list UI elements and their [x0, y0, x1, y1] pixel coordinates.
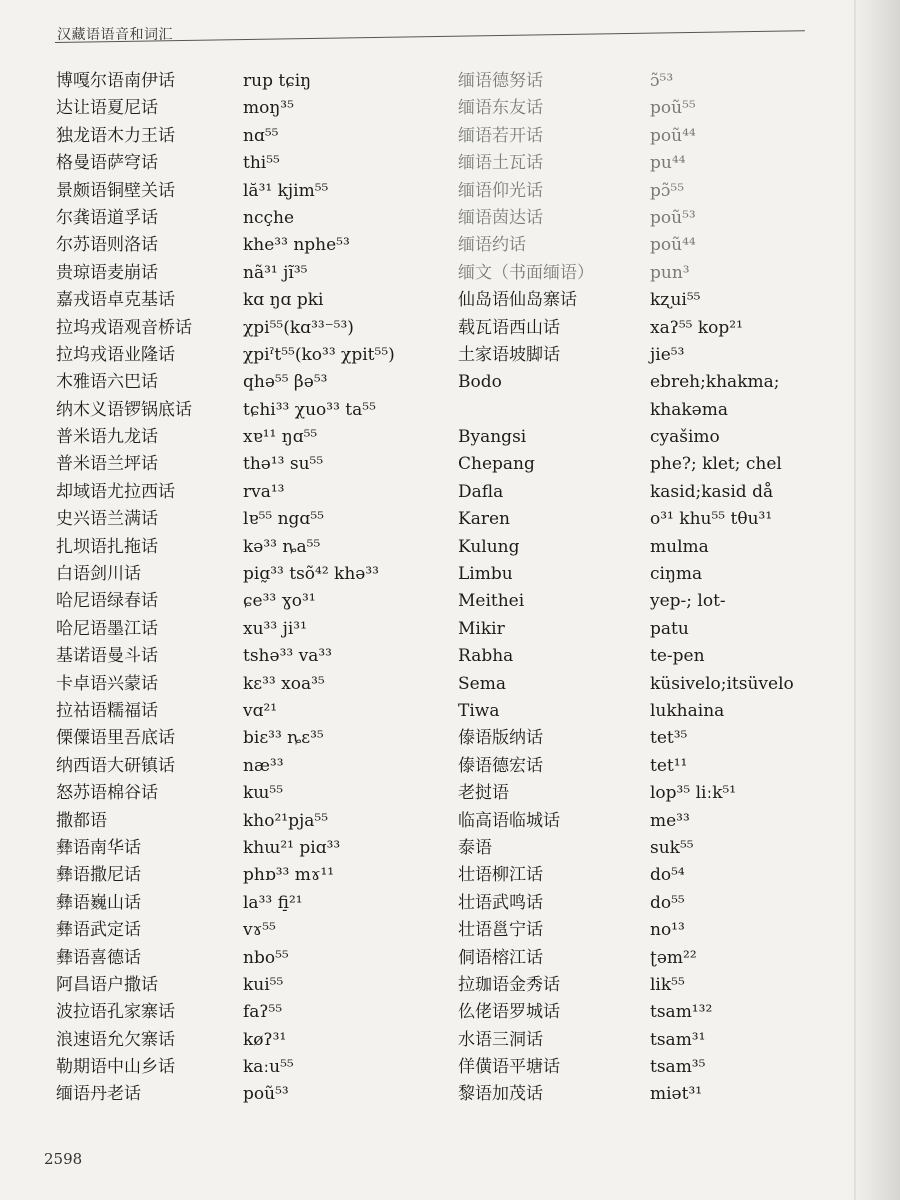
word-form: poũ⁵⁵ — [650, 98, 696, 119]
language-name: 独龙语木力王话 — [56, 125, 175, 146]
language-name: 老挝语 — [458, 783, 509, 804]
word-form: thə¹³ su⁵⁵ — [243, 454, 324, 475]
language-name: Limbu — [458, 564, 513, 585]
word-form: tsam³⁵ — [650, 1057, 706, 1078]
word-form: piɑ̰³³ tsõ⁴² khə³³ — [243, 564, 379, 585]
word-form: poũ⁴⁴ — [650, 235, 696, 256]
language-name: 格曼语萨穹话 — [56, 153, 158, 174]
language-name: 木雅语六巴话 — [56, 372, 158, 393]
word-form: no¹³ — [650, 920, 685, 941]
word-form: kho²¹pja⁵⁵ — [243, 810, 329, 831]
word-form: cyašimo — [650, 427, 720, 448]
word-form: kasid;kasid då — [650, 481, 774, 502]
language-name: 勒期语中山乡话 — [56, 1057, 175, 1078]
language-name: 景颇语铜壁关话 — [56, 180, 175, 201]
word-form: χpiˀt⁵⁵(ko³³ χpit⁵⁵) — [243, 344, 395, 365]
language-name: Byangsi — [458, 427, 527, 448]
word-form: χpi⁵⁵(kɑ³³⁻⁵³) — [243, 317, 354, 338]
language-name: 却域语尤拉西话 — [56, 481, 175, 502]
word-form: phɒ³³ mɤ¹¹ — [243, 865, 335, 886]
word-form: lik⁵⁵ — [650, 974, 685, 995]
language-name: 纳西语大研镇话 — [56, 755, 175, 776]
language-name: 仙岛语仙岛寨话 — [458, 290, 577, 311]
language-name: Mikir — [458, 618, 505, 639]
language-name: 阿昌语户撒话 — [56, 974, 158, 995]
word-form: kaːu⁵⁵ — [243, 1057, 294, 1078]
language-name: 水语三洞话 — [458, 1029, 543, 1050]
word-form: xaʔ⁵⁵ kop²¹ — [650, 317, 743, 338]
word-form: do⁵⁴ — [650, 865, 685, 886]
language-name: 普米语兰坪话 — [56, 454, 158, 475]
word-form: rup tɕiŋ — [243, 71, 312, 91]
language-name: 傈僳语里吾底话 — [56, 728, 175, 749]
language-name: Tiwa — [458, 700, 500, 721]
page-fold-line — [854, 0, 856, 1200]
word-form: thi⁵⁵ — [243, 153, 280, 174]
word-form: lɐ⁵⁵ ngɑ⁵⁵ — [243, 509, 324, 530]
word-form: poũ⁵³ — [650, 207, 696, 228]
left-language-column — [56, 68, 241, 1109]
word-form: mulma — [650, 536, 709, 557]
word-form: pun³ — [650, 262, 690, 283]
word-form: tsam¹³² — [650, 1002, 713, 1023]
word-form: khɯ²¹ piɑ³³ — [243, 837, 341, 858]
language-name: 怒苏语棉谷话 — [56, 783, 158, 804]
language-name: 贵琼语麦崩话 — [56, 262, 158, 283]
word-form: ɕe³³ ɣo³¹ — [243, 591, 316, 612]
language-name: 彝语南华话 — [56, 837, 141, 858]
word-form: køʔ³¹ — [243, 1029, 287, 1050]
word-form: nbo⁵⁵ — [243, 947, 289, 968]
language-name: 尔苏语则洛话 — [56, 235, 158, 256]
word-form: næ³³ — [243, 755, 284, 776]
word-form: lukhaina — [650, 700, 725, 721]
language-name: Chepang — [458, 454, 535, 475]
language-name: 波拉语孔家寨话 — [56, 1002, 175, 1023]
word-form: kə³³ ȵa⁵⁵ — [243, 536, 321, 557]
word-form: jie⁵³ — [650, 344, 685, 365]
language-name: 彝语巍山话 — [56, 892, 141, 913]
language-name: 哈尼语绿春话 — [56, 591, 158, 612]
word-form: do⁵⁵ — [650, 892, 685, 913]
word-form: vɑ²¹ — [243, 700, 278, 721]
language-name: 白语剑川话 — [56, 564, 141, 585]
language-name: 载瓦语西山话 — [458, 317, 560, 338]
word-form: pu⁴⁴ — [650, 153, 686, 174]
word-form: tet¹¹ — [650, 755, 688, 776]
language-name: 黎语加茂话 — [458, 1084, 543, 1105]
word-form: tɕhi³³ χuo³³ ta⁵⁵ — [243, 399, 376, 420]
word-form: lă³¹ kjim⁵⁵ — [243, 180, 329, 201]
language-name: 普米语九龙话 — [56, 427, 158, 448]
language-name: Kulung — [458, 536, 520, 557]
language-name: Sema — [458, 673, 506, 694]
language-name: 壮语柳江话 — [458, 865, 543, 886]
language-name: 拉祜语糯福话 — [56, 700, 158, 721]
word-form: kʐui⁵⁵ — [650, 290, 701, 311]
word-form: nã³¹ jĩ³⁵ — [243, 262, 308, 283]
word-form: phe?; klet; chel — [650, 454, 782, 475]
word-form: suk⁵⁵ — [650, 837, 694, 858]
language-name: 嘉戎语卓克基话 — [56, 290, 175, 311]
word-form: kui⁵⁵ — [243, 974, 284, 995]
word-form: kɛ³³ xoa³⁵ — [243, 673, 325, 694]
language-name: 临高语临城话 — [458, 810, 560, 831]
language-name: 缅语土瓦话 — [458, 153, 543, 174]
language-name: 壮语武鸣话 — [458, 892, 543, 913]
right-language-column — [458, 68, 648, 1109]
word-form: te-pen — [650, 646, 705, 667]
language-name: Dafla — [458, 481, 504, 502]
word-form: la³³ fi̠²¹ — [243, 892, 303, 913]
language-name: 壮语邕宁话 — [458, 920, 543, 941]
language-name: 缅语仰光话 — [458, 180, 543, 201]
word-form: lop³⁵ liːk⁵¹ — [650, 783, 737, 804]
word-form: küsivelo;itsüvelo — [650, 673, 794, 694]
word-form: tshə³³ va³³ — [243, 646, 332, 667]
word-form: kɯ⁵⁵ — [243, 783, 284, 804]
word-form: ciŋma — [650, 564, 703, 585]
language-name: 缅语茵达话 — [458, 207, 543, 228]
word-form: ɔ̃⁵³ — [650, 71, 674, 91]
word-form: faʔ⁵⁵ — [243, 1002, 283, 1023]
language-name: 彝语喜德话 — [56, 947, 141, 968]
language-name: 尔龚语道孚话 — [56, 207, 158, 228]
language-name: 达让语夏尼话 — [56, 98, 158, 119]
language-name: 彝语撒尼话 — [56, 865, 141, 886]
language-name: 哈尼语墨江话 — [56, 618, 158, 639]
word-form: vɤ⁵⁵ — [243, 920, 276, 941]
word-form: pɔ̃⁵⁵ — [650, 180, 685, 201]
language-name: 缅语若开话 — [458, 125, 543, 146]
language-name: Karen — [458, 509, 510, 530]
page-number: 2598 — [44, 1150, 83, 1168]
language-name: 缅语约话 — [458, 235, 526, 256]
language-name: 傣语德宏话 — [458, 755, 543, 776]
language-name: 浪速语允欠寨话 — [56, 1029, 175, 1050]
language-name: 基诺语曼斗话 — [56, 646, 158, 667]
language-name — [458, 397, 648, 424]
word-form: ebreh;khakma; — [650, 372, 780, 393]
language-name: 缅语丹老话 — [56, 1084, 141, 1105]
language-name: 史兴语兰满话 — [56, 509, 158, 530]
language-name: 拉坞戎语观音桥话 — [56, 317, 192, 338]
word-form: xɐ¹¹ ŋɑ⁵⁵ — [243, 427, 318, 448]
language-name: 傣语版纳话 — [458, 728, 543, 749]
language-name: 土家语坡脚话 — [458, 344, 560, 365]
language-name: 拉坞戎语业隆话 — [56, 344, 175, 365]
word-form: biɛ³³ ȵɛ³⁵ — [243, 728, 324, 749]
right-form-column — [650, 68, 840, 1109]
word-form: moŋ³⁵ — [243, 98, 294, 119]
word-form: kɑ ŋɑ pki — [243, 290, 324, 311]
running-header: 汉藏语语音和词汇 — [57, 27, 173, 43]
language-name: 拉珈语金秀话 — [458, 974, 560, 995]
language-name: 卡卓语兴蒙话 — [56, 673, 158, 694]
language-name: 仫佬语罗城话 — [458, 1002, 560, 1023]
word-form: ʈəm²² — [650, 947, 697, 968]
word-form: yep-; lot- — [650, 591, 726, 612]
left-form-column — [243, 68, 453, 1109]
word-form: xu³³ ji³¹ — [243, 618, 307, 639]
language-name: 彝语武定话 — [56, 920, 141, 941]
language-name: Bodo — [458, 372, 502, 393]
language-name: 博嘎尔语南伊话 — [56, 71, 175, 91]
word-form: ncçhe — [243, 207, 294, 228]
word-form: khe³³ nphe⁵³ — [243, 235, 350, 256]
word-form: tet³⁵ — [650, 728, 688, 749]
word-form: tsam³¹ — [650, 1029, 706, 1050]
word-form: o³¹ khu⁵⁵ tθu³¹ — [650, 509, 773, 530]
language-name: Rabha — [458, 646, 514, 667]
word-form: rva¹³ — [243, 481, 285, 502]
language-name: 撒都语 — [56, 810, 107, 831]
language-name: 佯僙语平塘话 — [458, 1057, 560, 1078]
word-form: qhə⁵⁵ βə⁵³ — [243, 372, 328, 393]
word-form: miət³¹ — [650, 1084, 703, 1105]
word-form: poũ⁵³ — [243, 1084, 289, 1105]
language-name: Meithei — [458, 591, 525, 612]
word-form: poũ⁴⁴ — [650, 125, 696, 146]
word-form: nɑ⁵⁵ — [243, 125, 279, 146]
word-form: patu — [650, 618, 689, 639]
word-form: me³³ — [650, 810, 690, 831]
language-name: 侗语榕江话 — [458, 947, 543, 968]
word-form: khakəma — [650, 399, 729, 420]
language-name: 纳木义语锣锅底话 — [56, 399, 192, 420]
language-name: 缅语德努话 — [458, 71, 543, 91]
language-name: 扎坝语扎拖话 — [56, 536, 158, 557]
language-name: 缅语东友话 — [458, 98, 543, 119]
language-name: 缅文（书面缅语） — [458, 262, 594, 283]
language-name: 泰语 — [458, 837, 492, 858]
